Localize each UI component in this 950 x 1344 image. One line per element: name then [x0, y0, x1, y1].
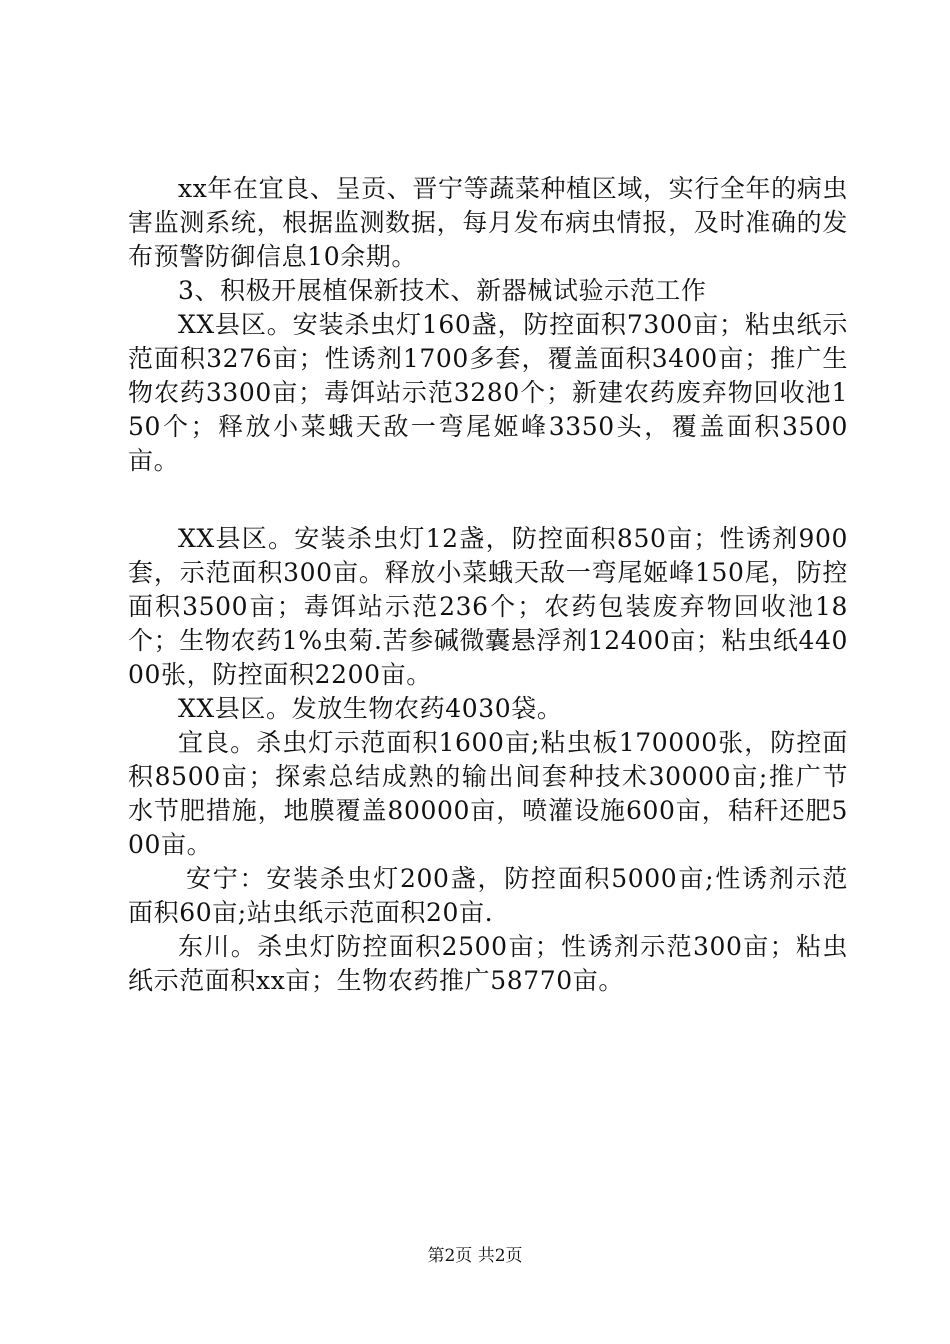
paragraph-dongchuan: 东川。杀虫灯防控面积2500亩；性诱剂示范300亩；粘虫纸示范面积xx亩；生物农药推广58770亩。	[128, 932, 848, 995]
paragraph-yiliang: 宜良。杀虫灯示范面积1600亩;粘虫板170000张，防控面积8500亩；探索总结成熟的输出间套种技术30000亩;推广节水节肥措施，地膜覆盖80000亩，喷灌设施600亩，秸秆还肥500亩。	[128, 728, 848, 859]
paragraph-anning: 安宁：安装杀虫灯200盏，防控面积5000亩;性诱剂示范面积60亩;站虫纸示范面积20亩.	[128, 864, 848, 927]
section-heading-3: 3、积极开展植保新技术、新器械试验示范工作	[178, 276, 707, 305]
document-body	[128, 172, 848, 998]
page-number-footer: 第2页 共2页	[427, 1246, 523, 1266]
paragraph-county-2: XX县区。安装杀虫灯12盏，防控面积850亩；性诱剂900套，示范面积300亩。释放小菜蛾天敌一弯尾姬峰150尾，防控面积3500亩；毒饵站示范236个；农药包装废弃物回收池18个；生物农药1%虫菊.苦参碱微囊悬浮剂12400亩；粘虫纸44000张，防控面积2200亩。	[128, 524, 848, 689]
paragraph-monitoring: xx年在宜良、呈贡、晋宁等蔬菜种植区域，实行全年的病虫害监测系统，根据监测数据，每月发布病虫情报，及时准确的发布预警防御信息10余期。	[128, 174, 848, 271]
paragraph-county-3: XX县区。发放生物农药4030袋。	[178, 694, 563, 723]
paragraph-county-1: XX县区。安装杀虫灯160盏，防控面积7300亩；粘虫纸示范面积3276亩；性诱剂1700多套，覆盖面积3400亩；推广生物农药3300亩；毒饵站示范3280个；新建农药废弃物回收池150个；释放小菜蛾天敌一弯尾姬峰3350头，覆盖面积3500亩。	[128, 310, 848, 475]
